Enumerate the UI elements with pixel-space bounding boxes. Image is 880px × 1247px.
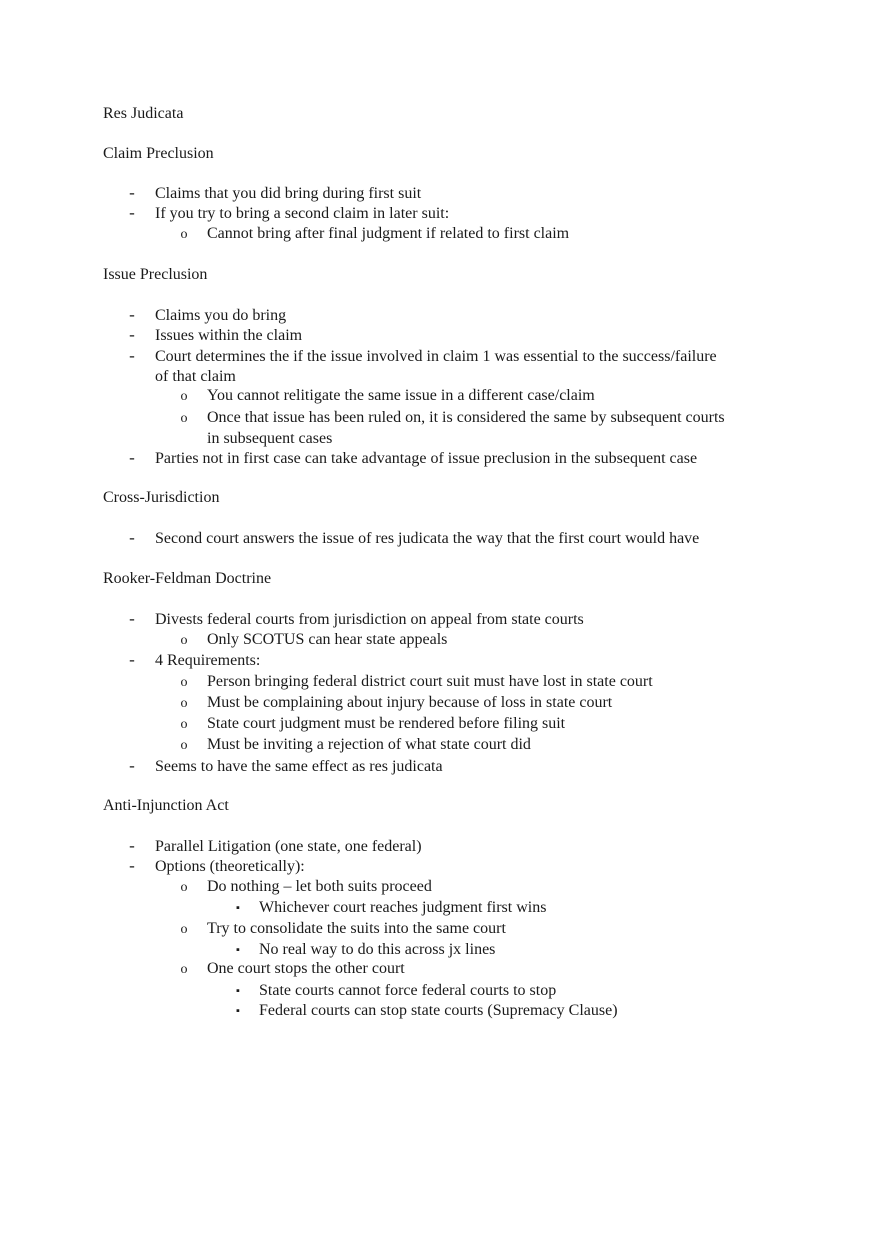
list-item-continuation: in subsequent cases [207, 430, 333, 447]
dash-bullet: - [129, 325, 135, 344]
section-heading-rooker-feldman: Rooker-Feldman Doctrine [103, 570, 272, 587]
circle-bullet: o [180, 738, 188, 753]
list-item: Must be inviting a rejection of what state court did [207, 736, 531, 753]
list-item: Whichever court reaches judgment first wins [259, 899, 547, 916]
square-bullet: ▪ [236, 985, 240, 997]
dash-bullet: - [129, 305, 135, 324]
list-item: Parties not in first case can take advantage of issue preclusion in the subsequent case [155, 450, 698, 467]
square-bullet: ▪ [236, 1005, 240, 1017]
list-item: No real way to do this across jx lines [259, 941, 496, 958]
list-item: If you try to bring a second claim in later suit: [155, 205, 450, 222]
dash-bullet: - [129, 346, 135, 365]
dash-bullet: - [129, 836, 135, 855]
dash-bullet: - [129, 183, 135, 202]
list-item: Options (theoretically): [155, 858, 305, 875]
list-item: Must be complaining about injury because of loss in state court [207, 694, 613, 711]
list-item: Second court answers the issue of res judicata the way that the first court would have [155, 530, 700, 547]
circle-bullet: o [180, 389, 188, 404]
list-item: Only SCOTUS can hear state appeals [207, 631, 448, 648]
circle-bullet: o [180, 922, 188, 937]
list-item: Try to consolidate the suits into the same court [207, 920, 506, 937]
section-heading-anti-injunction-act: Anti-Injunction Act [103, 797, 229, 814]
list-item: Claims you do bring [155, 307, 287, 324]
list-item-continuation: of that claim [155, 368, 236, 385]
circle-bullet: o [180, 411, 188, 426]
list-item: Court determines the if the issue involved in claim 1 was essential to the success/failure [155, 348, 717, 365]
square-bullet: ▪ [236, 902, 240, 914]
list-item: Cannot bring after final judgment if related to first claim [207, 225, 570, 242]
list-item: You cannot relitigate the same issue in a different case/claim [207, 387, 595, 404]
list-item: 4 Requirements: [155, 652, 261, 669]
list-item: Issues within the claim [155, 327, 303, 344]
list-item: Do nothing – let both suits proceed [207, 878, 432, 895]
list-item: Parallel Litigation (one state, one federal) [155, 838, 422, 855]
circle-bullet: o [180, 633, 188, 648]
section-heading-cross-jurisdiction: Cross-Jurisdiction [103, 489, 220, 506]
circle-bullet: o [180, 962, 188, 977]
circle-bullet: o [180, 227, 188, 242]
square-bullet: ▪ [236, 944, 240, 956]
list-item: Federal courts can stop state courts (Supremacy Clause) [259, 1002, 618, 1019]
list-item: Seems to have the same effect as res judicata [155, 758, 443, 775]
list-item: One court stops the other court [207, 960, 405, 977]
section-heading-issue-preclusion: Issue Preclusion [103, 266, 208, 283]
dash-bullet: - [129, 856, 135, 875]
section-heading-claim-preclusion: Claim Preclusion [103, 145, 214, 162]
dash-bullet: - [129, 609, 135, 628]
dash-bullet: - [129, 203, 135, 222]
circle-bullet: o [180, 675, 188, 690]
dash-bullet: - [129, 650, 135, 669]
dash-bullet: - [129, 756, 135, 775]
list-item: Claims that you did bring during first suit [155, 185, 422, 202]
list-item: State courts cannot force federal courts to stop [259, 982, 557, 999]
list-item: Person bringing federal district court suit must have lost in state court [207, 673, 653, 690]
document-title: Res Judicata [103, 105, 184, 122]
list-item: Divests federal courts from jurisdiction on appeal from state courts [155, 611, 584, 628]
dash-bullet: - [129, 528, 135, 547]
circle-bullet: o [180, 880, 188, 895]
dash-bullet: - [129, 448, 135, 467]
circle-bullet: o [180, 717, 188, 732]
list-item: State court judgment must be rendered before filing suit [207, 715, 566, 732]
circle-bullet: o [180, 696, 188, 711]
list-item: Once that issue has been ruled on, it is considered the same by subsequent courts [207, 409, 725, 426]
